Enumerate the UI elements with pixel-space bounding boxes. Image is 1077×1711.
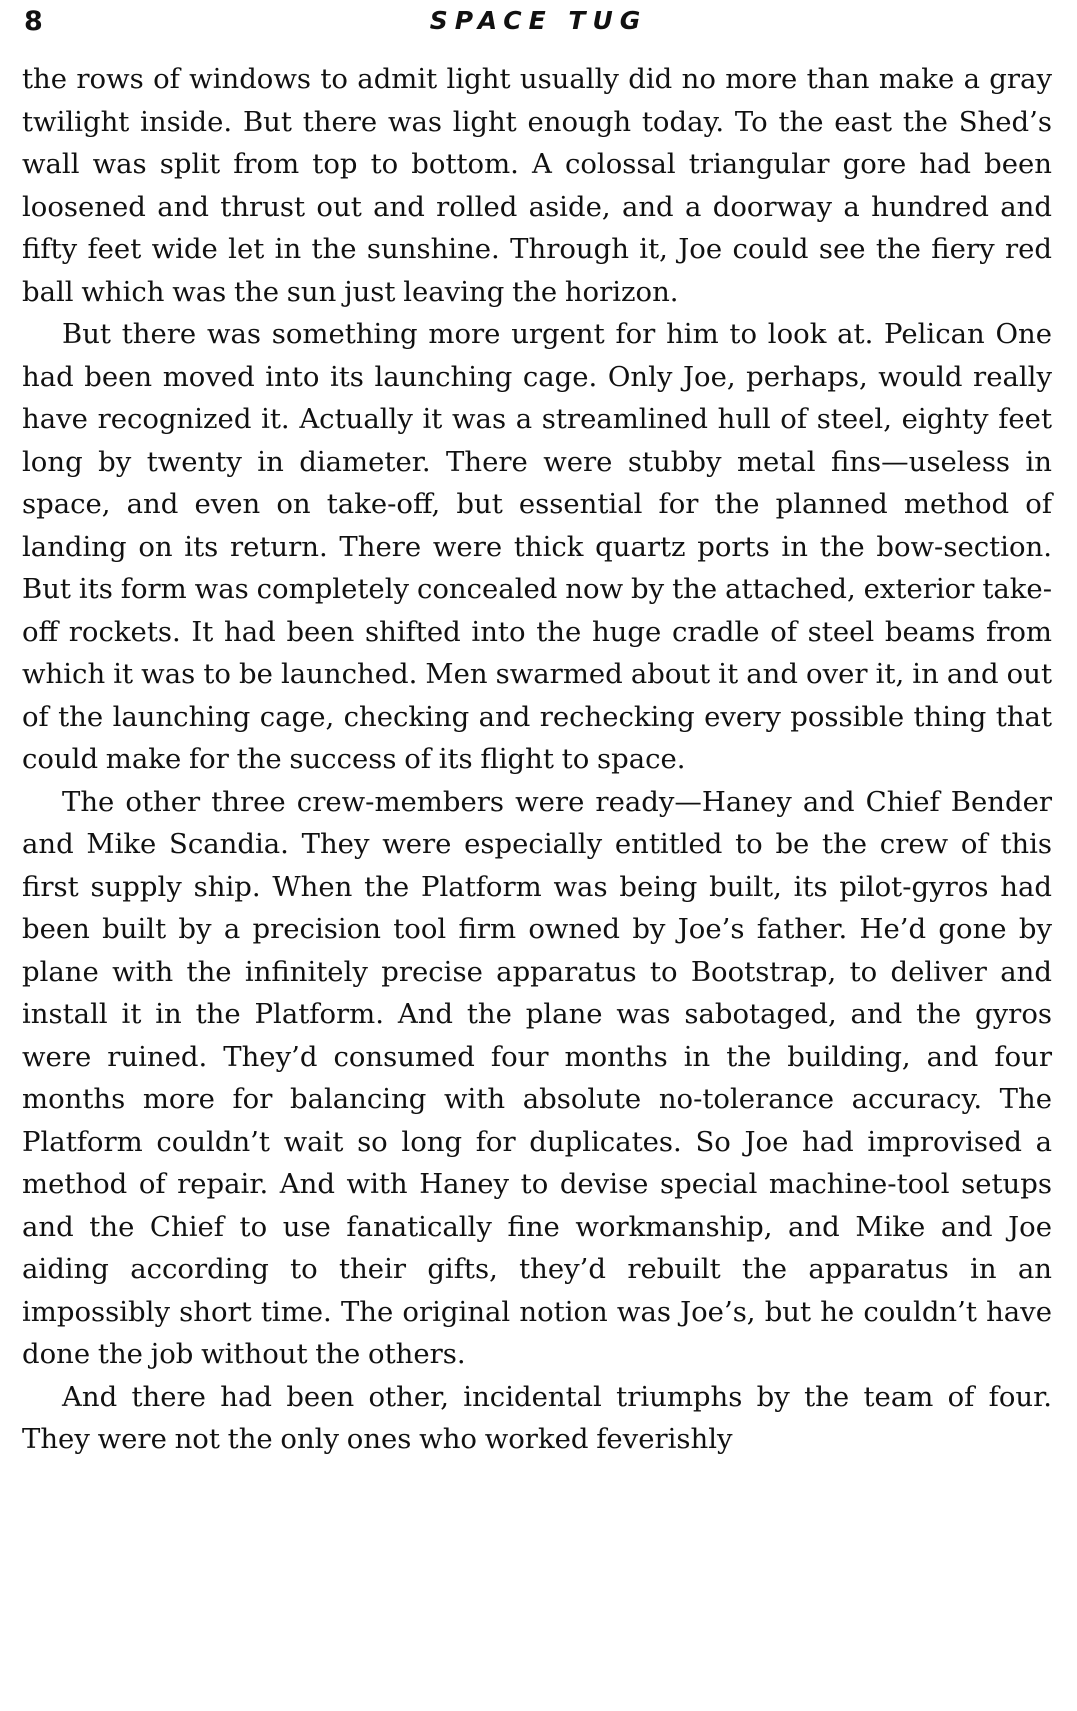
paragraph-3: The other three crew-members were ready—Haney and Chief Bender and Mike Scandia. They were especially entitled to be the crew of this first supply ship. When the Platform was being built, its pilot-gyros had been built by a precision tool firm owned by Joe’s father. He’d gone by plane with the infinitely precise apparatus to Bootstrap, to deliver and install it in the Platform. And the plane was sabotaged, and the gyros were ruined. They’d consumed four months in the building, and four months more for balancing with absolute no-tolerance accuracy. The Platform couldn’t wait so long for duplicates. So Joe had improvised a method of repair. And with Haney to devise special machine-tool setups and the Chief to use fanatically fine workmanship, and Mike and Joe aiding according to their gifts, they’d rebuilt the apparatus in an impossibly short time. The original notion was Joe’s, but he couldn’t have done the job without the others. [22,785,1052,1370]
paragraph-1: the rows of windows to admit light usually did no more than make a gray twilight inside. But there was light enough today. To the east the Shed’s wall was split from top to bottom. A colossal triangular gore had been loosened and thrust out and rolled aside, and a doorway a hundred and fifty feet wide let in the sunshine. Through it, Joe could see the fiery red ball which was the sun just leaving the horizon. [22,63,1052,308]
page-number: 8 [24,6,43,37]
page-header [0,6,1077,46]
paragraph-2: But there was something more urgent for him to look at. Pelican One had been moved into its launching cage. Only Joe, perhaps, would really have recognized it. Actually it was a streamlined hull of steel, eighty feet long by twenty in diameter. There were stubby metal fins—useless in space, and even on take-off, but essential for the planned method of landing on its return. There were thick quartz ports in the bow-section. But its form was completely concealed now by the attached, exterior take-off rockets. It had been shifted into the huge cradle of steel beams from which it was to be launched. Men swarmed about it and over it, in and out of the launching cage, checking and rechecking every possible thing that could make for the success of its flight to space. [22,318,1052,775]
running-head: SPACE TUG [429,6,648,35]
paragraph-4: And there had been other, incidental triumphs by the team of four. They were not the only ones who worked feverishly [22,1380,1052,1455]
body-text [22,58,1052,1461]
